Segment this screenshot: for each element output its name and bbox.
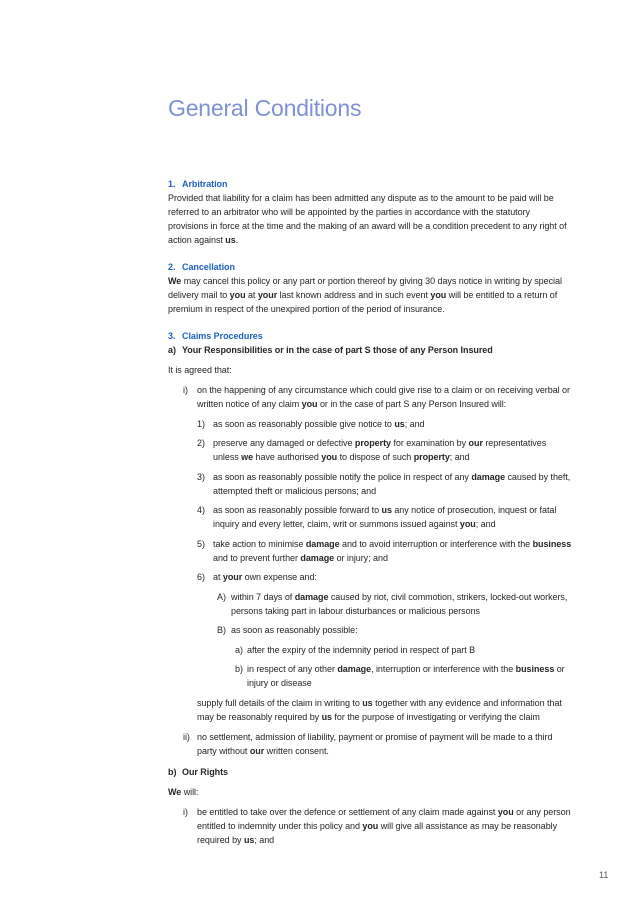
- list-item-Bb: [168, 662, 572, 690]
- section-cancellation-title: Cancellation: [182, 262, 235, 272]
- list-item-3-text: as soon as reasonably possible notify the police in respect of any damage caused by theft, attempted theft or malicious persons; and: [213, 471, 571, 496]
- list-item-3-label: 3): [197, 471, 205, 482]
- list-item-ii-text: no settlement, admission of liability, payment or promise of payment will be made to a third party without our written consent.: [197, 731, 553, 756]
- list-item-Ba: [168, 643, 572, 657]
- list-item-rights-i-text: be entitled to take over the defence or settlement of any claim made against you or any person entitled to indemnity under this policy and you will give all assistance as may be reasonably required by us; and: [197, 806, 571, 845]
- list-item-1-text: as soon as reasonably possible give notice to us; and: [213, 418, 425, 429]
- list-item-2: [168, 436, 572, 464]
- section-claims-number: 3.: [168, 331, 176, 341]
- section-arbitration-body: Provided that liability for a claim has been admitted any dispute as to the amount to be paid will be referred to an arbitrator who will be appointed by the parties in accordance with the statutory provisions in force at the time and the making of an award will be a condition precedent to any right of action against us.: [168, 193, 567, 245]
- list-item-i: [168, 383, 572, 411]
- section-arbitration-title: Arbitration: [182, 179, 228, 189]
- list-item-3: [168, 470, 572, 498]
- section-claims-title: Claims Procedures: [182, 331, 263, 341]
- section-cancellation-heading: [168, 260, 572, 274]
- page-title: General Conditions: [168, 95, 362, 121]
- list-item-ii: [168, 730, 572, 758]
- subsection-your-responsibilities-title: Your Responsibilities or in the case of part S those of any Person Insured: [182, 345, 493, 355]
- list-item-6-label: 6): [197, 572, 205, 582]
- list-item-A: [168, 590, 572, 618]
- list-item-B-label: B): [217, 625, 226, 635]
- we-will-intro: We will:: [168, 786, 199, 797]
- list-item-6-text: at your own expense and:: [213, 572, 317, 582]
- list-item-ii-label: ii): [183, 731, 190, 742]
- list-item-2-label: 2): [197, 438, 205, 448]
- list-item-A-label: A): [217, 591, 226, 602]
- section-cancellation-number: 2.: [168, 262, 176, 272]
- list-item-rights-i: [168, 805, 572, 847]
- list-item-4-text: as soon as reasonably possible forward to us any notice of prosecution, inquest or fatal inquiry and every letter, claim, writ or summons issued against you; and: [213, 505, 557, 529]
- list-item-1-label: 1): [197, 418, 205, 429]
- list-item-i-label: i): [183, 385, 188, 395]
- list-item-6: [168, 570, 572, 584]
- section-arbitration-number: 1.: [168, 179, 176, 189]
- subsection-our-rights-heading: [168, 765, 572, 779]
- list-item-B-text: as soon as reasonably possible:: [231, 625, 358, 635]
- list-item-Ba-label: a): [235, 644, 243, 655]
- section-cancellation-body: We may cancel this policy or any part or portion thereof by giving 30 days notice in writing by special delivery mail to you at your last known address and in such event you will be entitled to a return of premium in respect of the unexpired portion of the period of insurance.: [168, 276, 562, 314]
- list-item-rights-i-label: i): [183, 806, 188, 817]
- section-arbitration-heading: [168, 177, 572, 191]
- agreed-intro: It is agreed that:: [168, 365, 232, 375]
- claim-details-closing: supply full details of the claim in writing to us together with any evidence and information that may be reasonably required by us for the purpose of investigating or verifying the claim: [197, 697, 562, 722]
- list-item-B: [168, 623, 572, 637]
- page-number: 11: [599, 870, 609, 880]
- list-item-5-text: take action to minimise damage and to avoid interruption or interference with the business and to prevent further damage or injury; and: [213, 538, 572, 563]
- section-claims-heading: [168, 329, 572, 343]
- list-item-Ba-text: after the expiry of the indemnity period in respect of part B: [247, 644, 476, 655]
- list-item-Bb-text: in respect of any other damage, interruption or interference with the business or injury or disease: [247, 664, 565, 688]
- subsection-our-rights-title: Our Rights: [182, 766, 228, 777]
- list-item-4-label: 4): [197, 505, 205, 515]
- list-item-4: [168, 503, 572, 531]
- list-item-Bb-label: b): [235, 664, 243, 674]
- list-item-5: [168, 537, 572, 565]
- subsection-our-rights-label: b): [168, 766, 177, 777]
- subsection-your-responsibilities-heading: [168, 343, 572, 357]
- list-item-2-text: preserve any damaged or defective property for examination by our representatives unless we have authorised you to dispose of such property; and: [213, 438, 547, 462]
- list-item-A-text: within 7 days of damage caused by riot, civil commotion, strikers, locked-out workers, persons taking part in labour disturbances or malicious persons: [231, 591, 568, 616]
- list-item-5-label: 5): [197, 538, 205, 549]
- subsection-your-responsibilities-label: a): [168, 345, 176, 355]
- list-item-1: [168, 417, 572, 431]
- list-item-i-text: on the happening of any circumstance which could give rise to a claim or on receiving verbal or written notice of any claim you or in the case of part S any Person Insured will:: [197, 385, 570, 409]
- document-content: [168, 94, 572, 852]
